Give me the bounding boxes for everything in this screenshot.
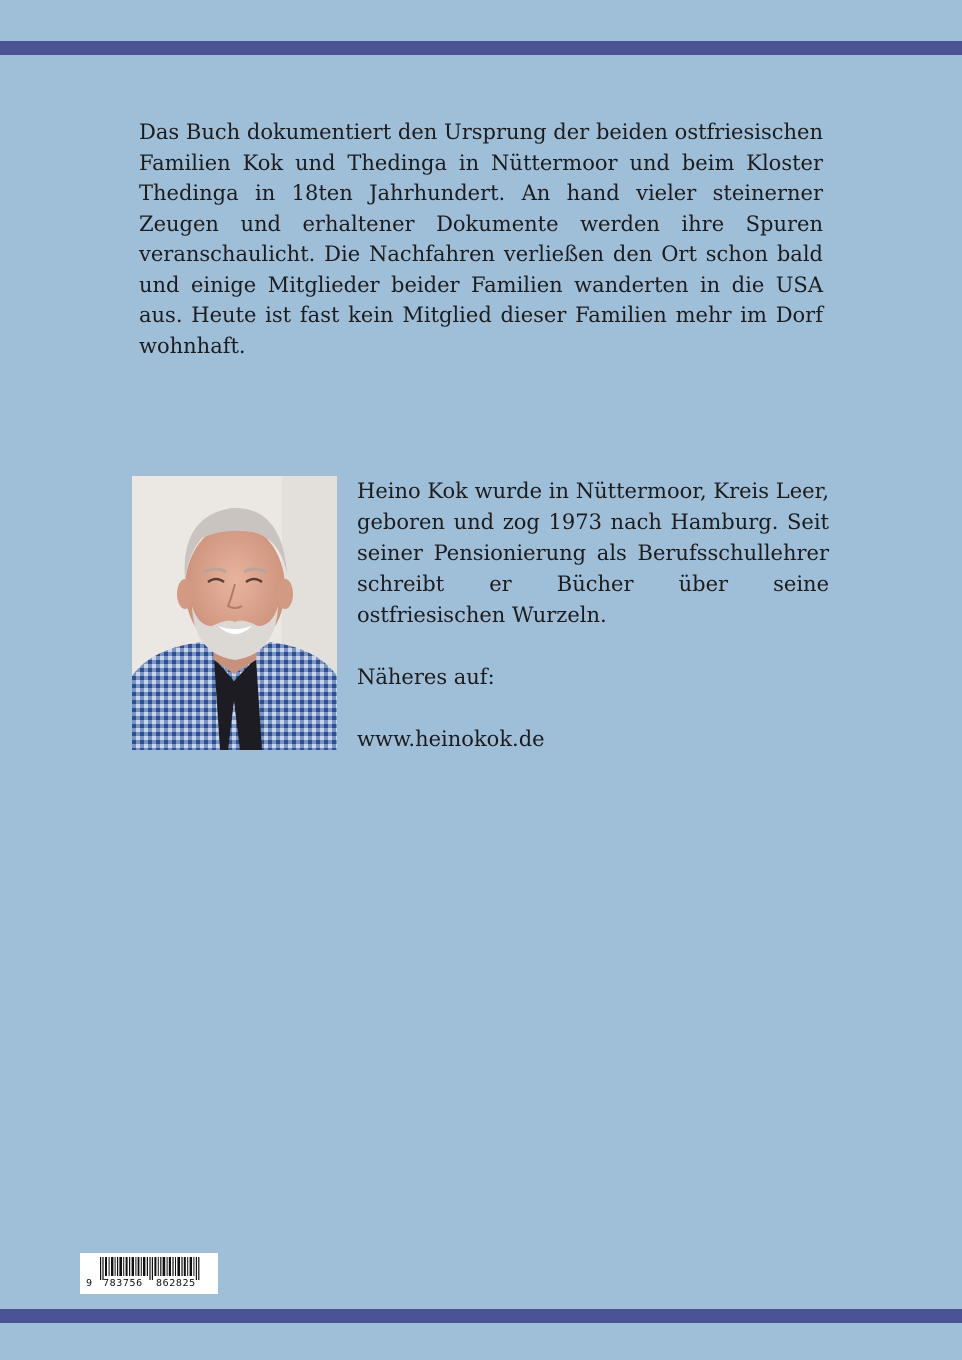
isbn-barcode [80, 1253, 218, 1294]
barcode-bars [80, 1253, 218, 1294]
author-photo [132, 476, 337, 750]
book-description: Das Buch dokumentiert den Ursprung der beiden ostfriesischen Familien Kok und Thedinga in Nüttermoor und beim Kloster Thedinga in 18ten Jahrhundert. An hand vieler steinerner Zeugen und erhaltener Dokumente werden ihre Spuren veranschaulicht. Die Nachfahren verließen den Ort schon bald und einige Mitglieder beider Familien wanderten in die USA aus. Heute ist fast kein Mitglied dieser Familien mehr im Dorf wohnhaft. [139, 120, 823, 358]
top-band [0, 41, 962, 55]
barcode-left-group: 783756 [103, 1278, 143, 1289]
more-info-label: Näheres auf: [357, 665, 495, 689]
barcode-first-digit: 9 [86, 1278, 93, 1289]
author-website-link[interactable]: www.heinokok.de [357, 727, 545, 751]
author-bio [357, 476, 829, 755]
author-bio-text: Heino Kok wurde in Nüttermoor, Kreis Leer, geboren und zog 1973 nach Hamburg. Seit seiner Pensionierung als Berufsschullehrer schreibt er Bücher über seine ostfriesischen Wurzeln. [357, 479, 829, 627]
bottom-band [0, 1309, 962, 1323]
barcode-right-group: 862825 [156, 1278, 196, 1289]
